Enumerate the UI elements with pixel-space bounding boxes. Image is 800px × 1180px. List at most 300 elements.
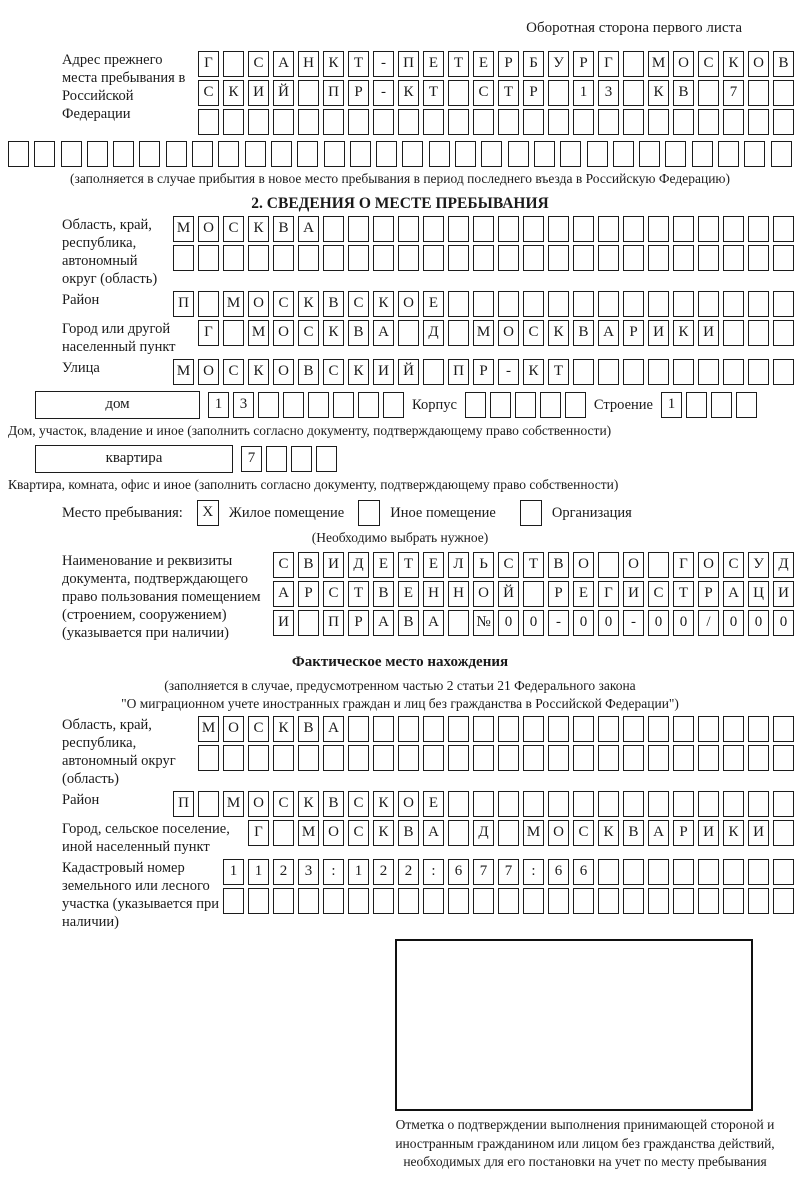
char-box (348, 716, 369, 742)
char-box: 7 (473, 859, 494, 885)
char-box: С (198, 80, 219, 106)
char-box: 6 (548, 859, 569, 885)
char-box: С (223, 216, 244, 242)
char-box (598, 216, 619, 242)
char-box (598, 859, 619, 885)
char-box (723, 291, 744, 317)
char-box: К (248, 216, 269, 242)
char-box: - (548, 610, 569, 636)
char-box (448, 80, 469, 106)
char-box: Й (273, 80, 294, 106)
char-box (673, 791, 694, 817)
char-box (523, 245, 544, 271)
char-box (473, 791, 494, 817)
char-box: К (323, 51, 344, 77)
checkbox-inoe-pomeshchenie (358, 500, 380, 526)
fact-title: Фактическое место нахождения (291, 654, 509, 670)
char-box: : (423, 859, 444, 885)
char-box: В (298, 359, 319, 385)
char-box (61, 141, 82, 167)
char-box (248, 109, 269, 135)
doc-row-2 (273, 581, 794, 607)
char-box (665, 141, 686, 167)
char-box (373, 109, 394, 135)
char-box: 7 (241, 446, 262, 472)
s2-ulitsa-row (173, 359, 794, 385)
char-box: К (223, 80, 244, 106)
char-box (723, 216, 744, 242)
char-box: В (673, 80, 694, 106)
char-box: С (248, 51, 269, 77)
s2-oblast-block (8, 216, 792, 288)
char-box (698, 291, 719, 317)
char-box: 7 (723, 80, 744, 106)
char-box (113, 141, 134, 167)
char-box: С (648, 581, 669, 607)
char-box: М (648, 51, 669, 77)
char-box (698, 791, 719, 817)
char-box (373, 716, 394, 742)
stay-type-row (8, 500, 792, 526)
prev-address-note: (заполняется в случае прибытия в новое место пребывания в период последнего въезда в Российскую Федерацию) (69, 171, 731, 186)
char-box (448, 745, 469, 771)
char-box (498, 109, 519, 135)
char-box (173, 245, 194, 271)
char-box (548, 888, 569, 914)
char-box: И (698, 820, 719, 846)
char-box (348, 245, 369, 271)
char-box (398, 745, 419, 771)
char-box: М (523, 820, 544, 846)
char-box (673, 888, 694, 914)
char-box (376, 141, 397, 167)
char-box (266, 446, 287, 472)
fact-gorod-block (8, 820, 792, 856)
char-box: М (248, 320, 269, 346)
char-box (323, 245, 344, 271)
char-box: 0 (673, 610, 694, 636)
char-box (673, 745, 694, 771)
char-box: - (623, 610, 644, 636)
char-box: Г (598, 51, 619, 77)
char-box: О (748, 51, 769, 77)
char-box (623, 888, 644, 914)
char-box: С (273, 791, 294, 817)
char-box: Е (398, 581, 419, 607)
char-box: И (273, 610, 294, 636)
char-box (744, 141, 765, 167)
char-box (333, 392, 354, 418)
char-box (698, 359, 719, 385)
char-box (297, 141, 318, 167)
char-box (639, 141, 660, 167)
char-box (498, 245, 519, 271)
stay-type-note: (Необходимо выбрать нужное) (311, 530, 489, 545)
kvartira-row (35, 445, 792, 473)
char-box: П (398, 51, 419, 77)
fact-raion-block (8, 791, 792, 817)
dom-box: дом (35, 391, 200, 419)
char-box: К (598, 820, 619, 846)
char-box: Д (473, 820, 494, 846)
char-box (673, 216, 694, 242)
char-box (523, 109, 544, 135)
char-box (698, 216, 719, 242)
char-box (673, 109, 694, 135)
kvartira-caption: Квартира, комната, офис и иное (заполнить согласно документу, подтверждающему право собственности) (8, 477, 619, 492)
doc-label: Наименование и реквизиты документа, подтверждающего право пользования помещением (строением, сооружением) (указывается при наличии) (62, 553, 261, 641)
char-box (773, 745, 794, 771)
char-box (736, 392, 757, 418)
char-box (423, 716, 444, 742)
char-box: - (373, 80, 394, 106)
char-box: М (223, 791, 244, 817)
char-box (223, 888, 244, 914)
char-box: К (298, 791, 319, 817)
char-box (283, 392, 304, 418)
char-box (523, 745, 544, 771)
char-box (473, 216, 494, 242)
char-box (348, 216, 369, 242)
char-box: Н (423, 581, 444, 607)
char-box (348, 745, 369, 771)
char-box (398, 216, 419, 242)
char-box: О (548, 820, 569, 846)
char-box (598, 716, 619, 742)
char-box (748, 888, 769, 914)
char-box: К (523, 359, 544, 385)
doc-row-1 (273, 552, 794, 578)
char-box (648, 216, 669, 242)
char-box: Е (373, 552, 394, 578)
prev-address-label: Адрес прежнего места пребывания в Российской Федерации (62, 52, 186, 122)
char-box (648, 552, 669, 578)
char-box: 0 (723, 610, 744, 636)
char-box (698, 859, 719, 885)
char-box (348, 109, 369, 135)
char-box (8, 141, 29, 167)
char-box (490, 392, 511, 418)
char-box (598, 109, 619, 135)
char-box: Г (598, 581, 619, 607)
char-box: С (298, 320, 319, 346)
char-box (648, 109, 669, 135)
char-box: С (323, 581, 344, 607)
char-box (718, 141, 739, 167)
fact-kadastr-label: Кадастровый номер земельного или лесного участка (указывается при наличии) (62, 860, 219, 930)
char-box (548, 245, 569, 271)
char-box (623, 716, 644, 742)
char-box: Р (573, 51, 594, 77)
char-box: В (773, 51, 794, 77)
char-box (548, 216, 569, 242)
char-box (548, 291, 569, 317)
char-box (398, 716, 419, 742)
char-box (573, 888, 594, 914)
char-box (673, 291, 694, 317)
char-box (773, 888, 794, 914)
char-box (402, 141, 423, 167)
dom-cells (208, 392, 404, 418)
char-box: Т (448, 51, 469, 77)
char-box (723, 745, 744, 771)
char-box: С (498, 552, 519, 578)
fact-oblast-row-1 (198, 716, 794, 742)
char-box (748, 80, 769, 106)
char-box (373, 216, 394, 242)
char-box: 2 (398, 859, 419, 885)
char-box: М (198, 716, 219, 742)
char-box: О (398, 791, 419, 817)
char-box: 0 (523, 610, 544, 636)
char-box (316, 446, 337, 472)
option-organizatsiya: Организация (551, 504, 632, 521)
char-box: К (373, 291, 394, 317)
char-box (548, 745, 569, 771)
char-box: 1 (348, 859, 369, 885)
char-box: С (348, 291, 369, 317)
char-box (623, 245, 644, 271)
char-box: О (698, 552, 719, 578)
char-box (324, 141, 345, 167)
s2-oblast-row-1 (173, 216, 794, 242)
char-box: А (373, 610, 394, 636)
char-box (273, 109, 294, 135)
char-box: В (298, 552, 319, 578)
char-box (673, 359, 694, 385)
char-box (498, 291, 519, 317)
char-box (623, 791, 644, 817)
char-box: 7 (498, 859, 519, 885)
char-box: : (323, 859, 344, 885)
char-box: Т (348, 51, 369, 77)
char-box (398, 109, 419, 135)
char-box (465, 392, 486, 418)
char-box (248, 745, 269, 771)
char-box (198, 291, 219, 317)
fact-oblast-label: Область, край, республика, автономный округ (область) (62, 717, 176, 787)
char-box (523, 291, 544, 317)
char-box: А (423, 610, 444, 636)
fact-oblast-block (8, 716, 792, 788)
char-box (748, 791, 769, 817)
char-box (455, 141, 476, 167)
char-box (298, 888, 319, 914)
char-box: О (198, 216, 219, 242)
char-box: О (498, 320, 519, 346)
char-box (192, 141, 213, 167)
char-box (698, 716, 719, 742)
char-box (166, 141, 187, 167)
char-box (248, 888, 269, 914)
char-box: А (298, 216, 319, 242)
char-box: Т (498, 80, 519, 106)
char-box: Т (548, 359, 569, 385)
char-box (258, 392, 279, 418)
char-box: Л (448, 552, 469, 578)
char-box: М (473, 320, 494, 346)
char-box: В (373, 581, 394, 607)
char-box: К (323, 320, 344, 346)
char-box: М (173, 359, 194, 385)
kvartira-box: квартира (35, 445, 233, 473)
char-box: И (623, 581, 644, 607)
char-box (623, 80, 644, 106)
char-box (711, 392, 732, 418)
char-box: Е (423, 791, 444, 817)
char-box (448, 245, 469, 271)
char-box (723, 359, 744, 385)
char-box (771, 141, 792, 167)
char-box: К (398, 80, 419, 106)
char-box (673, 716, 694, 742)
doc-block (8, 552, 792, 642)
char-box: К (673, 320, 694, 346)
char-box: Р (498, 51, 519, 77)
char-box: С (473, 80, 494, 106)
char-box (373, 245, 394, 271)
char-box: Т (348, 581, 369, 607)
char-box (473, 716, 494, 742)
char-box (748, 216, 769, 242)
char-box: К (373, 820, 394, 846)
char-box: М (173, 216, 194, 242)
char-box (565, 392, 586, 418)
char-box (773, 80, 794, 106)
fact-kadastr-row-1 (223, 859, 794, 885)
char-box (398, 320, 419, 346)
char-box (573, 791, 594, 817)
char-box: 2 (273, 859, 294, 885)
char-box (423, 888, 444, 914)
char-box (373, 888, 394, 914)
char-box (723, 888, 744, 914)
fact-raion-label: Район (62, 792, 100, 808)
char-box (223, 320, 244, 346)
char-box (423, 359, 444, 385)
prev-address-row-1 (198, 51, 794, 77)
char-box (623, 109, 644, 135)
char-box: О (673, 51, 694, 77)
char-box: Р (623, 320, 644, 346)
char-box (523, 888, 544, 914)
char-box: Г (198, 320, 219, 346)
char-box (648, 359, 669, 385)
char-box (748, 745, 769, 771)
char-box (298, 610, 319, 636)
char-box: Б (523, 51, 544, 77)
char-box: К (648, 80, 669, 106)
char-box (358, 392, 379, 418)
korpus-label: Корпус (412, 396, 457, 413)
char-box: Д (773, 552, 794, 578)
char-box: Р (548, 581, 569, 607)
char-box (748, 109, 769, 135)
stroenie-label: Строение (593, 396, 653, 413)
char-box (748, 359, 769, 385)
char-box (448, 820, 469, 846)
char-box (291, 446, 312, 472)
char-box: В (398, 820, 419, 846)
char-box: И (648, 320, 669, 346)
fact-kadastr-row-2 (223, 888, 794, 914)
char-box: 6 (573, 859, 594, 885)
char-box: Г (198, 51, 219, 77)
char-box (623, 51, 644, 77)
char-box: Е (473, 51, 494, 77)
char-box (223, 51, 244, 77)
char-box (648, 745, 669, 771)
char-box (323, 216, 344, 242)
s2-ulitsa-block (8, 359, 792, 385)
char-box (448, 791, 469, 817)
char-box: 0 (648, 610, 669, 636)
char-box: К (298, 291, 319, 317)
char-box: Р (473, 359, 494, 385)
char-box: В (323, 791, 344, 817)
char-box: К (348, 359, 369, 385)
char-box (698, 245, 719, 271)
fact-kadastr-block (8, 859, 792, 931)
char-box (383, 392, 404, 418)
char-box: - (373, 51, 394, 77)
char-box (560, 141, 581, 167)
char-box: С (323, 359, 344, 385)
char-box: О (273, 320, 294, 346)
char-box (673, 859, 694, 885)
char-box (198, 245, 219, 271)
char-box (308, 392, 329, 418)
char-box (723, 791, 744, 817)
char-box: В (348, 320, 369, 346)
stamp-box (395, 939, 753, 1111)
char-box: Е (573, 581, 594, 607)
char-box: В (398, 610, 419, 636)
char-box (273, 820, 294, 846)
char-box (540, 392, 561, 418)
char-box: К (548, 320, 569, 346)
char-box: В (623, 820, 644, 846)
char-box: С (348, 791, 369, 817)
char-box (623, 216, 644, 242)
char-box (773, 359, 794, 385)
char-box (398, 888, 419, 914)
char-box: В (573, 320, 594, 346)
char-box (523, 581, 544, 607)
char-box (198, 745, 219, 771)
char-box: Ц (748, 581, 769, 607)
char-box (623, 291, 644, 317)
char-box: О (623, 552, 644, 578)
char-box (218, 141, 239, 167)
prev-address-row-3 (198, 109, 794, 135)
fact-subtitle-line-1: (заполняется в случае, предусмотренном частью 2 статьи 21 Федерального закона (164, 678, 636, 693)
s2-gorod-row (198, 320, 794, 346)
char-box (698, 745, 719, 771)
char-box (271, 141, 292, 167)
char-box (648, 859, 669, 885)
char-box (429, 141, 450, 167)
char-box: Р (348, 610, 369, 636)
char-box (598, 291, 619, 317)
char-box: И (698, 320, 719, 346)
char-box: О (273, 359, 294, 385)
char-box (573, 359, 594, 385)
char-box (508, 141, 529, 167)
s2-oblast-label: Область, край, республика, автономный округ (область) (62, 217, 158, 287)
char-box (573, 745, 594, 771)
char-box (423, 245, 444, 271)
